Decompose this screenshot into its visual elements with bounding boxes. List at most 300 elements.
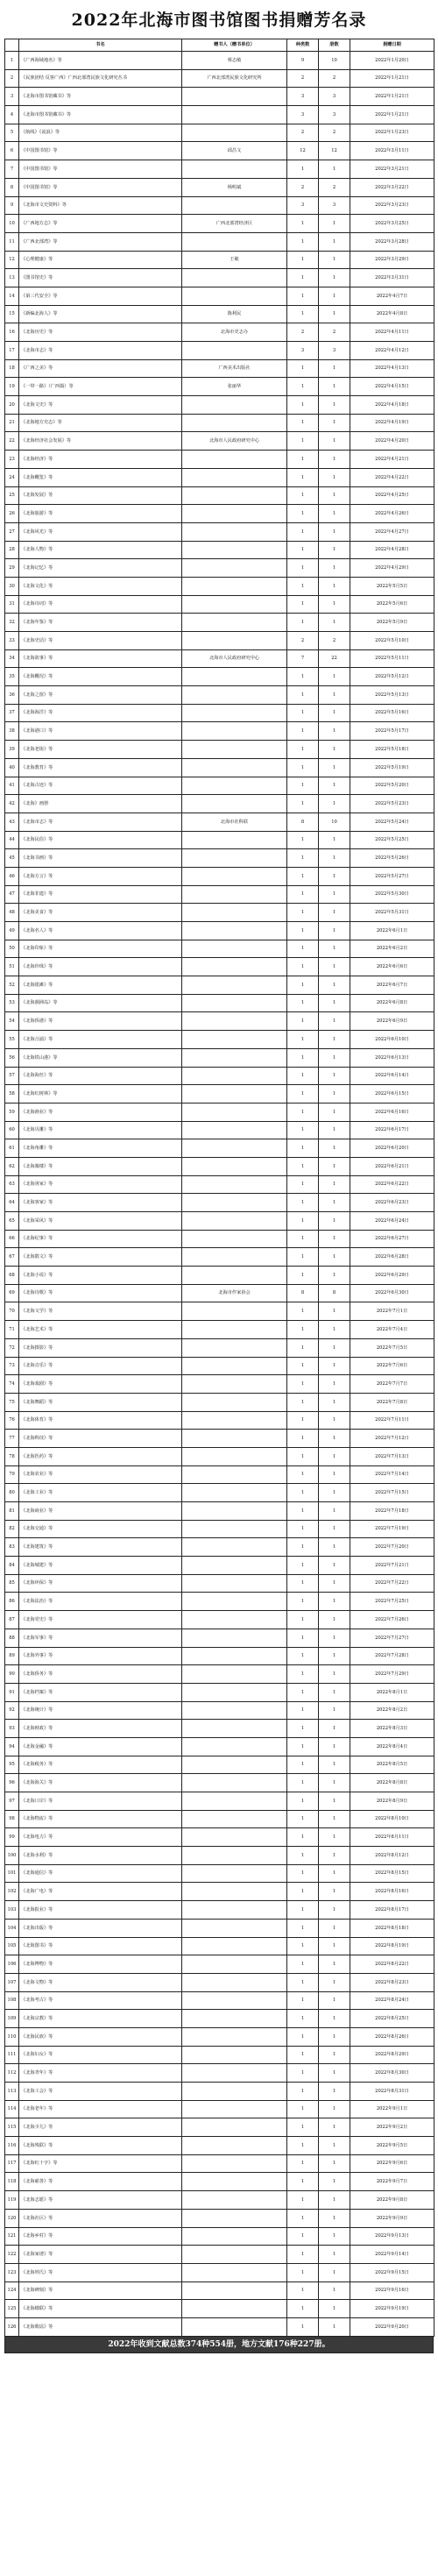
cell-kinds: 1 — [287, 704, 319, 722]
cell-date: 2022年5月20日 — [350, 777, 434, 795]
cell-donor — [182, 1683, 287, 1701]
cell-no: 20 — [5, 396, 19, 415]
cell-book-title: 《北海诗词》等 — [19, 595, 182, 614]
cell-date: 2022年8月31日 — [350, 2083, 434, 2101]
table-row — [5, 2263, 434, 2281]
cell-no: 120 — [5, 2209, 19, 2227]
cell-book-title: 《北海体育》等 — [19, 1411, 182, 1430]
cell-donor — [182, 1465, 287, 1484]
cell-donor — [182, 1248, 287, 1267]
table-row — [5, 577, 434, 595]
cell-no: 3 — [5, 88, 19, 106]
cell-kinds: 1 — [287, 1756, 319, 1774]
table-row — [5, 432, 434, 451]
cell-date: 2022年3月25日 — [350, 215, 434, 233]
cell-no: 49 — [5, 922, 19, 940]
cell-date: 2022年9月8日 — [350, 2191, 434, 2210]
cell-date: 2022年5月10日 — [350, 632, 434, 650]
table-row — [5, 2281, 434, 2300]
cell-donor — [182, 795, 287, 813]
cell-book-title: 《广西海域地名》等 — [19, 52, 182, 70]
cell-no: 69 — [5, 1284, 19, 1302]
cell-no: 97 — [5, 1792, 19, 1811]
cell-date: 2022年9月9日 — [350, 2209, 434, 2227]
cell-no: 57 — [5, 1067, 19, 1085]
cell-volumes: 1 — [319, 1864, 350, 1883]
cell-date: 2022年1月21日 — [350, 69, 434, 88]
cell-date: 2022年5月11日 — [350, 649, 434, 668]
cell-kinds: 1 — [287, 1919, 319, 1937]
table-row — [5, 396, 434, 415]
cell-no: 105 — [5, 1937, 19, 1955]
cell-date: 2022年5月27日 — [350, 867, 434, 885]
cell-book-title: 《北海法治》等 — [19, 1593, 182, 1611]
cell-date: 2022年4月8日 — [350, 305, 434, 323]
cell-book-title: 《北海商业》等 — [19, 1502, 182, 1521]
cell-no: 10 — [5, 215, 19, 233]
cell-donor — [182, 2209, 287, 2227]
cell-no: 22 — [5, 432, 19, 451]
cell-volumes: 1 — [319, 1067, 350, 1085]
cell-book-title: 《广西之美》等 — [19, 359, 182, 378]
cell-donor — [182, 2281, 287, 2300]
table-row — [5, 88, 434, 106]
cell-no: 66 — [5, 1230, 19, 1248]
table-row — [5, 632, 434, 650]
table-row — [5, 668, 434, 686]
header-donor: 赠书人（赠书单位） — [182, 39, 287, 52]
cell-donor — [182, 1375, 287, 1394]
cell-no: 25 — [5, 486, 19, 505]
cell-donor — [182, 1031, 287, 1049]
cell-book-title: 《北海》画册 — [19, 795, 182, 813]
cell-volumes: 1 — [319, 1085, 350, 1103]
cell-kinds: 1 — [287, 1665, 319, 1684]
cell-date: 2022年6月6日 — [350, 958, 434, 976]
cell-kinds: 2 — [287, 632, 319, 650]
cell-date: 2022年9月1日 — [350, 2100, 434, 2118]
cell-volumes: 1 — [319, 1175, 350, 1194]
table-row — [5, 160, 434, 179]
cell-donor: 北海市作家协会 — [182, 1284, 287, 1302]
cell-book-title: 《北海慈善》等 — [19, 2173, 182, 2191]
table-row — [5, 614, 434, 632]
cell-volumes: 1 — [319, 976, 350, 995]
cell-kinds: 1 — [287, 1375, 319, 1394]
cell-donor — [182, 922, 287, 940]
cell-volumes: 1 — [319, 1248, 350, 1267]
cell-kinds: 1 — [287, 668, 319, 686]
cell-no: 125 — [5, 2300, 19, 2318]
table-row — [5, 414, 434, 432]
cell-date: 2022年6月22日 — [350, 1175, 434, 1194]
table-row — [5, 813, 434, 831]
cell-book-title: 《北海古迹》等 — [19, 777, 182, 795]
cell-kinds: 1 — [287, 1175, 319, 1194]
cell-no: 35 — [5, 668, 19, 686]
cell-volumes: 1 — [319, 2118, 350, 2137]
table-row — [5, 1593, 434, 1611]
cell-book-title: 《北海歌谣》等 — [19, 2317, 182, 2336]
cell-book-title: 《北海博物》等 — [19, 1955, 182, 1974]
cell-kinds: 1 — [287, 2317, 319, 2336]
cell-donor — [182, 2154, 287, 2173]
cell-book-title: 《北海方言》等 — [19, 867, 182, 885]
cell-no: 9 — [5, 196, 19, 215]
cell-donor — [182, 704, 287, 722]
cell-book-title: 《北海美食》等 — [19, 904, 182, 922]
cell-donor: 北海市社科联 — [182, 813, 287, 831]
cell-no: 83 — [5, 1538, 19, 1557]
cell-kinds: 1 — [287, 486, 319, 505]
cell-no: 54 — [5, 1012, 19, 1031]
cell-volumes: 1 — [319, 1665, 350, 1684]
cell-no: 80 — [5, 1484, 19, 1502]
cell-book-title: 《北海概览》等 — [19, 468, 182, 486]
cell-volumes: 1 — [319, 2209, 350, 2227]
cell-kinds: 1 — [287, 1430, 319, 1448]
cell-date: 2022年5月24日 — [350, 813, 434, 831]
cell-date: 2022年3月31日 — [350, 269, 434, 287]
cell-date: 2022年9月16日 — [350, 2281, 434, 2300]
cell-kinds: 1 — [287, 269, 319, 287]
cell-book-title: 《中国图书馆》等 — [19, 160, 182, 179]
cell-volumes: 1 — [319, 795, 350, 813]
cell-volumes: 1 — [319, 867, 350, 885]
cell-donor — [182, 2191, 287, 2210]
cell-book-title: 《中国图书馆》等 — [19, 178, 182, 196]
cell-donor — [182, 541, 287, 559]
cell-no: 34 — [5, 649, 19, 668]
cell-volumes: 1 — [319, 1357, 350, 1375]
cell-date: 2022年3月28日 — [350, 232, 434, 251]
cell-donor — [182, 1919, 287, 1937]
cell-date: 2022年7月13日 — [350, 1447, 434, 1465]
cell-kinds: 1 — [287, 378, 319, 396]
table-row — [5, 2064, 434, 2083]
cell-book-title: 《心理健康》等 — [19, 251, 182, 269]
cell-kinds: 1 — [287, 468, 319, 486]
cell-book-title: 《北海名人》等 — [19, 922, 182, 940]
cell-donor — [182, 994, 287, 1012]
table-row — [5, 2154, 434, 2173]
table-row — [5, 1792, 434, 1811]
cell-volumes: 3 — [319, 106, 350, 124]
cell-kinds: 1 — [287, 2173, 319, 2191]
cell-volumes: 1 — [319, 396, 350, 415]
cell-donor — [182, 1393, 287, 1411]
cell-date: 2022年7月22日 — [350, 1574, 434, 1593]
cell-book-title: 《北海戏剧》等 — [19, 1375, 182, 1394]
cell-volumes: 1 — [319, 1484, 350, 1502]
table-row — [5, 269, 434, 287]
cell-volumes: 1 — [319, 2154, 350, 2173]
cell-date: 2022年4月28日 — [350, 541, 434, 559]
cell-book-title: 《图书馆史》等 — [19, 269, 182, 287]
table-row — [5, 2173, 434, 2191]
cell-no: 42 — [5, 795, 19, 813]
cell-no: 37 — [5, 704, 19, 722]
table-row — [5, 2118, 434, 2137]
cell-date: 2022年9月19日 — [350, 2300, 434, 2318]
cell-donor — [182, 976, 287, 995]
cell-volumes: 1 — [319, 1430, 350, 1448]
cell-donor — [182, 595, 287, 614]
cell-no: 119 — [5, 2191, 19, 2210]
cell-donor: 广西北部湾经济区 — [182, 215, 287, 233]
cell-volumes: 1 — [319, 1774, 350, 1792]
cell-no: 61 — [5, 1139, 19, 1158]
cell-volumes: 1 — [319, 1538, 350, 1557]
cell-donor — [182, 1103, 287, 1121]
cell-book-title: 《北海残联》等 — [19, 2137, 182, 2155]
cell-date: 2022年5月25日 — [350, 831, 434, 849]
table-row — [5, 2137, 434, 2155]
cell-no: 96 — [5, 1774, 19, 1792]
cell-volumes: 1 — [319, 1611, 350, 1629]
cell-date: 2022年3月23日 — [350, 196, 434, 215]
cell-kinds: 1 — [287, 1321, 319, 1339]
cell-date: 2022年6月13日 — [350, 1048, 434, 1067]
cell-volumes: 1 — [319, 1629, 350, 1647]
cell-book-title: 《北海农业》等 — [19, 1465, 182, 1484]
cell-kinds: 1 — [287, 994, 319, 1012]
cell-donor — [182, 2317, 287, 2336]
cell-book-title: 《北海年鉴》等 — [19, 614, 182, 632]
cell-kinds: 1 — [287, 1828, 319, 1847]
cell-no: 46 — [5, 867, 19, 885]
header-book-title: 书名 — [19, 39, 182, 52]
cell-book-title: 《北海舞蹈》等 — [19, 1393, 182, 1411]
cell-date: 2022年8月18日 — [350, 1919, 434, 1937]
cell-donor — [182, 1828, 287, 1847]
cell-volumes: 1 — [319, 1683, 350, 1701]
cell-date: 2022年9月6日 — [350, 2154, 434, 2173]
cell-volumes: 1 — [319, 251, 350, 269]
table-row — [5, 1847, 434, 1865]
cell-kinds: 1 — [287, 1048, 319, 1067]
table-row — [5, 52, 434, 70]
cell-donor — [182, 940, 287, 958]
summary-bar: 2022年收到文献总数374种554册，地方文献176种227册。 — [4, 2337, 434, 2353]
cell-book-title: 《北海海洋》等 — [19, 704, 182, 722]
cell-kinds: 1 — [287, 1973, 319, 1991]
cell-kinds: 1 — [287, 1338, 319, 1357]
cell-date: 2022年8月25日 — [350, 2010, 434, 2028]
table-row — [5, 1103, 434, 1121]
cell-book-title: 《北海外事》等 — [19, 1647, 182, 1665]
table-row — [5, 795, 434, 813]
cell-book-title: 《北海姓氏》等 — [19, 2263, 182, 2281]
cell-book-title: 《北海文物》等 — [19, 1973, 182, 1991]
cell-volumes: 1 — [319, 1012, 350, 1031]
cell-donor — [182, 414, 287, 432]
cell-volumes: 1 — [319, 1883, 350, 1901]
cell-donor — [182, 1067, 287, 1085]
table-row — [5, 1248, 434, 1267]
table-row — [5, 1557, 434, 1575]
cell-date: 2022年4月19日 — [350, 414, 434, 432]
cell-kinds: 1 — [287, 1393, 319, 1411]
cell-book-title: 《北海口岸》等 — [19, 1792, 182, 1811]
cell-volumes: 1 — [319, 160, 350, 179]
table-row — [5, 885, 434, 904]
cell-kinds: 2 — [287, 69, 319, 88]
table-row — [5, 831, 434, 849]
cell-volumes: 2 — [319, 632, 350, 650]
cell-donor — [182, 1139, 287, 1158]
table-row — [5, 1574, 434, 1593]
cell-volumes: 1 — [319, 432, 350, 451]
cell-no: 67 — [5, 1248, 19, 1267]
cell-donor — [182, 522, 287, 541]
cell-book-title: 《北海艺术》等 — [19, 1321, 182, 1339]
cell-date: 2022年7月18日 — [350, 1502, 434, 1521]
cell-volumes: 1 — [319, 958, 350, 976]
cell-kinds: 1 — [287, 1937, 319, 1955]
table-row — [5, 1139, 434, 1158]
cell-volumes: 1 — [319, 2263, 350, 2281]
cell-kinds: 1 — [287, 976, 319, 995]
cell-volumes: 1 — [319, 559, 350, 578]
cell-date: 2022年8月24日 — [350, 1991, 434, 2010]
cell-volumes: 1 — [319, 451, 350, 469]
cell-book-title: 《北海客家》等 — [19, 1194, 182, 1212]
cell-no: 101 — [5, 1864, 19, 1883]
cell-kinds: 1 — [287, 795, 319, 813]
table-row — [5, 196, 434, 215]
cell-date: 2022年6月2日 — [350, 940, 434, 958]
table-row — [5, 1647, 434, 1665]
cell-date: 2022年8月8日 — [350, 1774, 434, 1792]
table-row — [5, 1465, 434, 1484]
cell-kinds: 1 — [287, 1720, 319, 1738]
cell-donor — [182, 269, 287, 287]
cell-no: 26 — [5, 505, 19, 523]
cell-volumes: 1 — [319, 1955, 350, 1974]
cell-volumes: 1 — [319, 849, 350, 868]
cell-volumes: 1 — [319, 1447, 350, 1465]
cell-donor — [182, 1737, 287, 1756]
cell-date: 2022年5月13日 — [350, 686, 434, 705]
cell-donor — [182, 1157, 287, 1175]
page-title: 2022年北海市图书馆图书捐赠芳名录 — [71, 11, 367, 30]
cell-no: 59 — [5, 1103, 19, 1121]
cell-donor — [182, 1302, 287, 1321]
cell-no: 122 — [5, 2246, 19, 2264]
cell-kinds: 1 — [287, 1248, 319, 1267]
cell-date: 2022年8月1日 — [350, 1683, 434, 1701]
cell-kinds: 1 — [287, 2137, 319, 2155]
cell-donor — [182, 1864, 287, 1883]
cell-date: 2022年8月30日 — [350, 2064, 434, 2083]
cell-date: 2022年8月11日 — [350, 1828, 434, 1847]
cell-book-title: 《北海乡村》等 — [19, 2227, 182, 2246]
cell-book-title: 《北海渔业》等 — [19, 1103, 182, 1121]
cell-no: 84 — [5, 1557, 19, 1575]
cell-no: 94 — [5, 1737, 19, 1756]
cell-book-title: 《北海文学》等 — [19, 1302, 182, 1321]
cell-donor — [182, 741, 287, 759]
cell-no: 36 — [5, 686, 19, 705]
cell-date: 2022年6月16日 — [350, 1103, 434, 1121]
cell-donor — [182, 1175, 287, 1194]
cell-no: 60 — [5, 1121, 19, 1139]
cell-date: 2022年8月3日 — [350, 1720, 434, 1738]
cell-donor — [182, 1212, 287, 1231]
cell-volumes: 1 — [319, 522, 350, 541]
cell-donor — [182, 577, 287, 595]
table-row — [5, 758, 434, 777]
table-row — [5, 232, 434, 251]
cell-kinds: 1 — [287, 305, 319, 323]
cell-book-title: 《北海广电》等 — [19, 1883, 182, 1901]
cell-kinds: 1 — [287, 1810, 319, 1828]
cell-donor: 北海市人民政府研究中心 — [182, 432, 287, 451]
cell-no: 89 — [5, 1647, 19, 1665]
cell-book-title: 《北海海关》等 — [19, 1774, 182, 1792]
cell-kinds: 1 — [287, 1465, 319, 1484]
cell-volumes: 1 — [319, 1338, 350, 1357]
cell-kinds: 1 — [287, 1067, 319, 1085]
cell-date: 2022年8月16日 — [350, 1883, 434, 1901]
cell-date: 2022年5月16日 — [350, 704, 434, 722]
cell-book-title: 《北海非遗》等 — [19, 885, 182, 904]
cell-kinds: 1 — [287, 1302, 319, 1321]
cell-no: 72 — [5, 1338, 19, 1357]
cell-date: 2022年1月20日 — [350, 52, 434, 70]
table-row — [5, 722, 434, 741]
cell-kinds: 1 — [287, 160, 319, 179]
header-date: 捐赠日期 — [350, 39, 434, 52]
cell-kinds: 1 — [287, 940, 319, 958]
cell-donor — [182, 160, 287, 179]
cell-no: 108 — [5, 1991, 19, 2010]
cell-book-title: 《北海海丝》等 — [19, 1067, 182, 1085]
cell-donor — [182, 614, 287, 632]
table-row — [5, 359, 434, 378]
cell-volumes: 2 — [319, 69, 350, 88]
cell-volumes: 1 — [319, 1139, 350, 1158]
cell-book-title: 《北海宗教》等 — [19, 2010, 182, 2028]
cell-donor — [182, 1357, 287, 1375]
table-row — [5, 1955, 434, 1974]
cell-volumes: 1 — [319, 2046, 350, 2064]
cell-date: 2022年7月6日 — [350, 1357, 434, 1375]
cell-donor — [182, 1538, 287, 1557]
cell-no: 5 — [5, 124, 19, 142]
table-row — [5, 468, 434, 486]
cell-kinds: 1 — [287, 777, 319, 795]
cell-book-title: 《北海概况》等 — [19, 668, 182, 686]
cell-no: 63 — [5, 1175, 19, 1194]
cell-donor — [182, 1883, 287, 1901]
table-row — [5, 1267, 434, 1285]
cell-date: 2022年7月27日 — [350, 1629, 434, 1647]
cell-kinds: 1 — [287, 2263, 319, 2281]
cell-no: 76 — [5, 1411, 19, 1430]
cell-date: 2022年6月30日 — [350, 1284, 434, 1302]
table-row — [5, 1810, 434, 1828]
cell-volumes: 1 — [319, 287, 350, 305]
cell-no: 56 — [5, 1048, 19, 1067]
cell-kinds: 1 — [287, 1212, 319, 1231]
cell-book-title: 《北海统计》等 — [19, 1701, 182, 1720]
cell-date: 2022年6月20日 — [350, 1139, 434, 1158]
cell-date: 2022年7月19日 — [350, 1520, 434, 1538]
cell-book-title: 《北海教育》等 — [19, 758, 182, 777]
table-row — [5, 1357, 434, 1375]
